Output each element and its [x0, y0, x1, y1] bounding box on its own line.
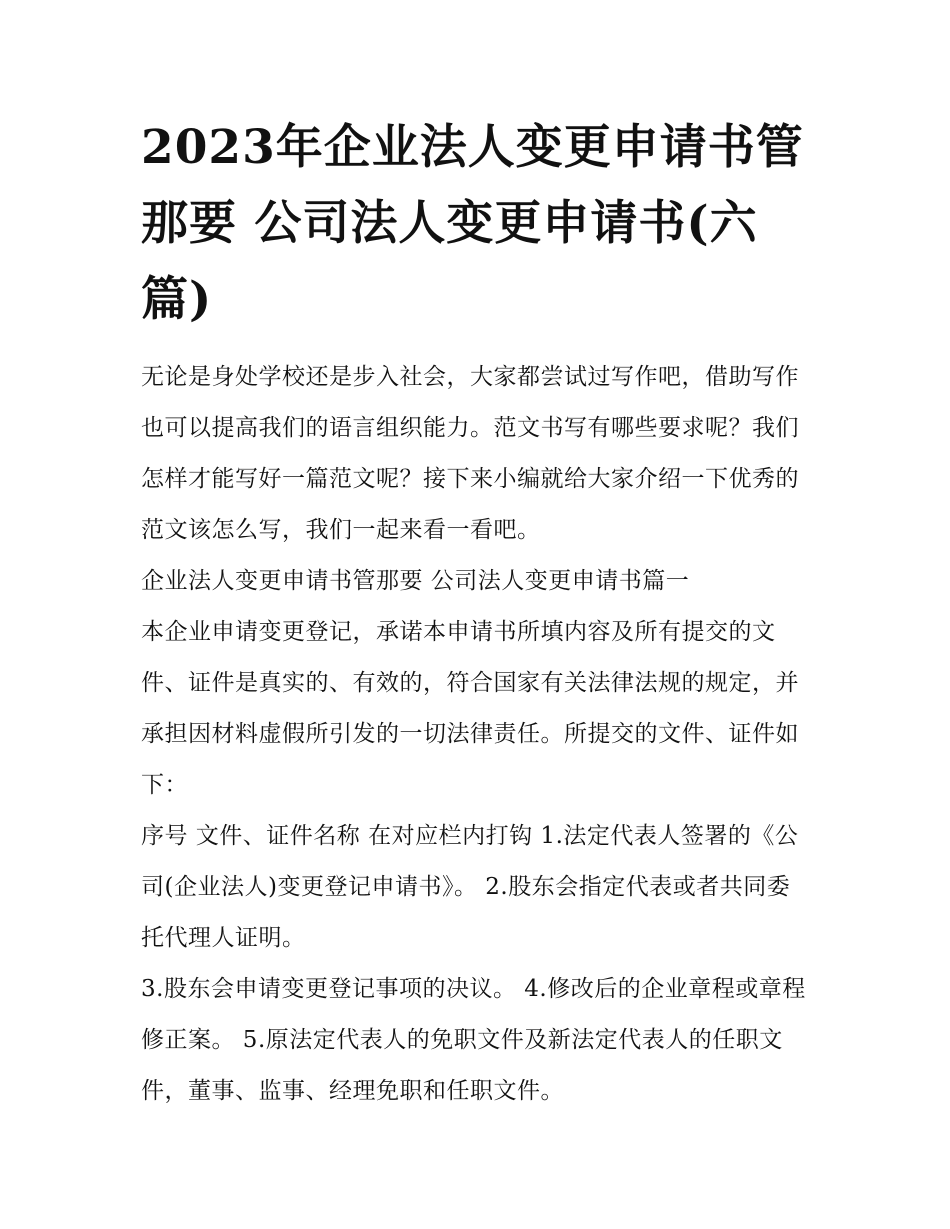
document-title: 2023年企业法人变更申请书管那要 公司法人变更申请书(六篇) — [141, 120, 804, 327]
document-page — [141, 110, 813, 1117]
intro-paragraph: 无论是身处学校还是步入社会，大家都尝试过写作吧，借助写作也可以提高我们的语言组织能力。范文书写有哪些要求呢？我们怎样才能写好一篇范文呢？接下来小编就给大家介绍一下优秀的范文该怎么写，我们一起来看一看吧。 — [141, 364, 799, 543]
document-list-paragraph: 序号 文件、证件名称 在对应栏内打钩 1.法定代表人签署的《公司(企业法人)变更登记申请书》。 2.股东会指定代表或者共同委托代理人证明。 — [141, 823, 799, 951]
document-list-continued-paragraph: 3.股东会申请变更登记事项的决议。 4.修改后的企业章程或章程修正案。 5.原法定代表人的免职文件及新法定代表人的任职文件，董事、监事、经理免职和任职文件。 — [141, 976, 806, 1104]
section-heading: 企业法人变更申请书管那要 公司法人变更申请书篇一 — [141, 568, 690, 594]
commitment-paragraph: 本企业申请变更登记，承诺本申请书所填内容及所有提交的文件、证件是真实的、有效的，符合国家有关法律法规的规定，并承担因材料虚假所引发的一切法律责任。所提交的文件、证件如下： — [141, 619, 799, 798]
